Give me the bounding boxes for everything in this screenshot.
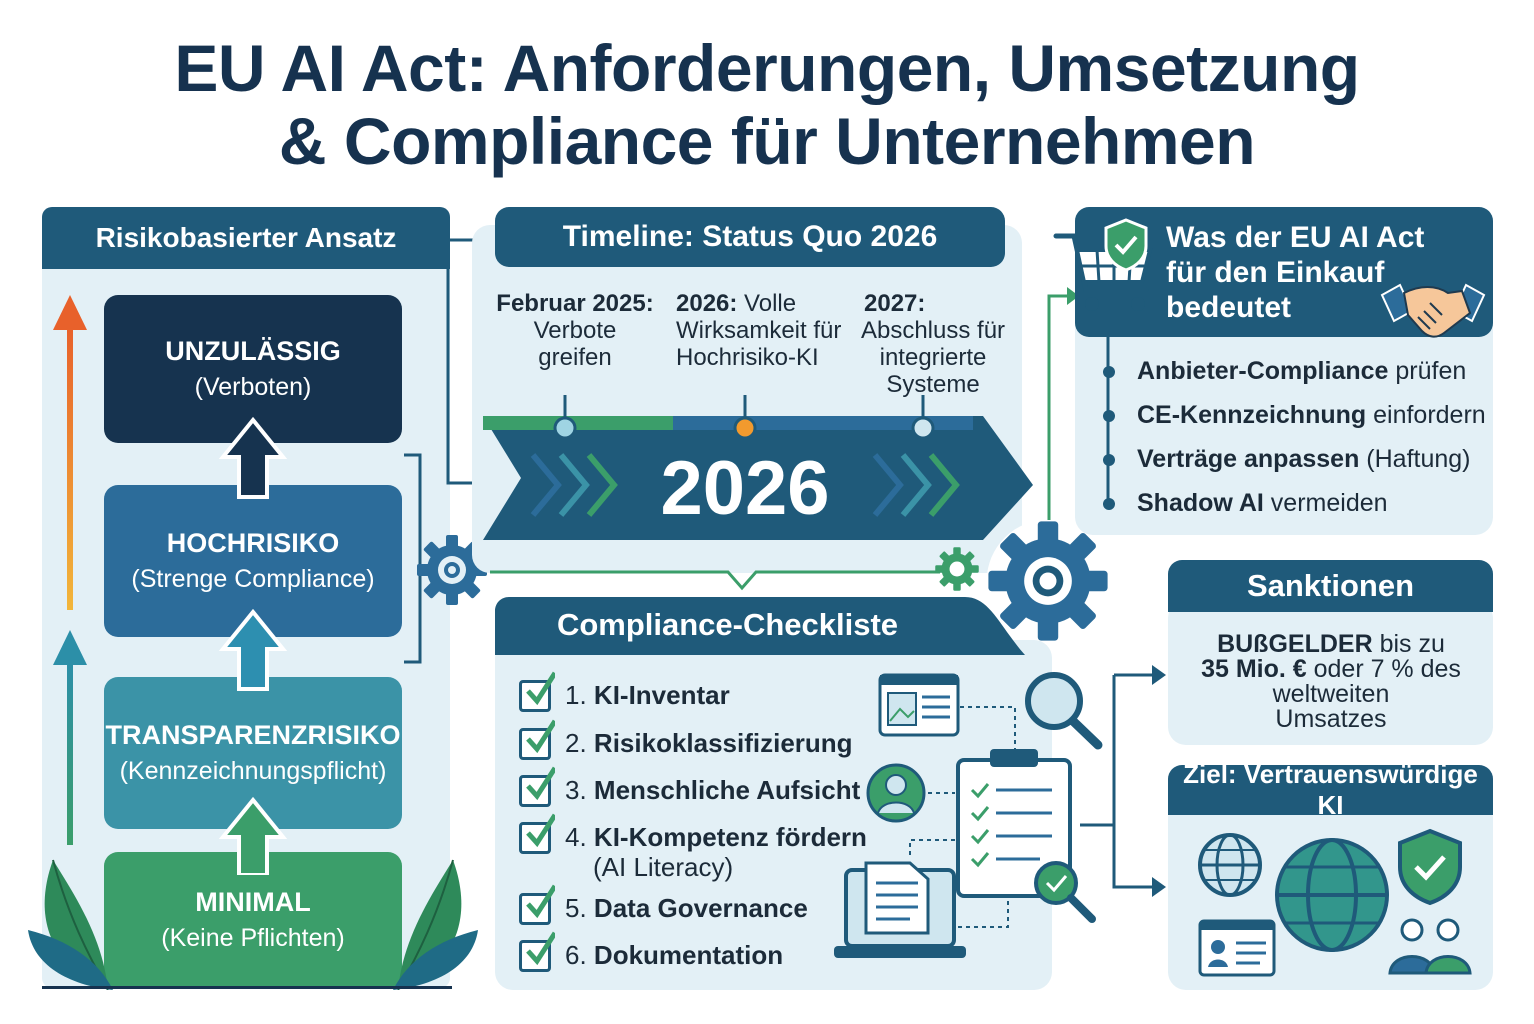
purchase-header-line: bedeutet (1166, 291, 1292, 324)
risk-level-name: UNZULÄSSIG (165, 336, 341, 366)
checklist-title: Compliance-Checkliste (556, 607, 899, 642)
user-icon (868, 765, 924, 821)
checklist-num: 6. (565, 940, 587, 970)
purchase-header-line: Was der EU AI Act (1166, 221, 1425, 254)
checklist-label: Menschliche Aufsicht (593, 775, 861, 805)
checklist-num: 4. (565, 822, 587, 852)
checklist-num: 3. (565, 775, 587, 805)
checklist-label: KI-Inventar (593, 680, 730, 710)
checklist-item (565, 728, 853, 758)
checklist-label: Risikoklassifizierung (593, 728, 853, 758)
checklist-label: Dokumentation (593, 940, 784, 970)
handshake-icon (1380, 275, 1486, 345)
timeline-milestone-2025 (495, 290, 655, 371)
arrow-up-icon (53, 630, 87, 665)
purchase-item-bold: Anbieter-Compliance (1137, 357, 1389, 385)
purchase-item (1137, 445, 1471, 474)
purchase-item (1137, 357, 1466, 386)
purchase-item-bold: Shadow AI (1137, 489, 1264, 517)
laptop-icon (834, 863, 966, 958)
checklist-illustration (830, 665, 1110, 975)
goal-header: Ziel: Vertrauenswürdige KI (1168, 765, 1493, 815)
risk-level-sub: (Kennzeichnungspflicht) (119, 757, 387, 785)
check-icon (525, 669, 555, 709)
arrow-up-icon (223, 612, 283, 689)
connector-lines-sanctions (1080, 655, 1170, 905)
check-icon (525, 764, 555, 804)
gear-icon (934, 546, 980, 592)
timeline-header: Timeline: Status Quo 2026 (495, 207, 1005, 267)
arrow-up-icon (223, 800, 283, 875)
bullet-dot (1103, 410, 1115, 422)
purchase-item (1137, 489, 1388, 518)
page-title-line1: EU AI Act: Anforderungen, Umsetzung (174, 31, 1360, 105)
milestone-text: greifen (538, 344, 612, 371)
risk-level-sub: (Strenge Compliance) (131, 565, 375, 593)
milestone-date: 2026: (676, 290, 738, 317)
check-icon (525, 882, 555, 922)
image-card-icon (880, 675, 958, 735)
bullet-dot (1103, 454, 1115, 466)
risk-level-name: TRANSPARENZRISIKO (105, 720, 401, 750)
leaf-icon (28, 855, 118, 990)
checkbox (519, 893, 551, 925)
risk-level-name: MINIMAL (195, 887, 311, 917)
sanctions-line: Umsatzes (1275, 705, 1387, 733)
checklist-num: 1. (565, 680, 587, 710)
page-title-line2: & Compliance für Unternehmen (278, 104, 1256, 178)
milestone-text: integrierte (879, 344, 987, 371)
checklist-item (565, 940, 783, 970)
sanctions-rest: oder 7 % des (1306, 655, 1461, 683)
checkbox (519, 822, 551, 854)
risk-header: Risikobasierter Ansatz (42, 207, 450, 269)
sanctions-line: weltweiten (1272, 680, 1390, 708)
purchase-header-line: für den Einkauf (1166, 256, 1385, 289)
milestone-date: 2027: (864, 290, 926, 317)
bullet-dot (1103, 366, 1115, 378)
purchase-item-rest: vermeiden (1263, 489, 1388, 517)
checklist-num: 2. (565, 728, 587, 758)
milestone-text: Hochrisiko-KI (676, 344, 819, 371)
risk-baseline (42, 986, 452, 989)
risk-level-name: HOCHRISIKO (166, 528, 340, 558)
shield-check-icon (1400, 831, 1460, 903)
checkbox (519, 680, 551, 712)
people-icon (1390, 920, 1470, 973)
id-card-icon (1200, 921, 1274, 975)
milestone-text: Systeme (886, 371, 980, 398)
timeline-milestone-2026 (668, 290, 848, 371)
milestone-text: Abschluss für (860, 317, 1006, 344)
checklist-item (565, 680, 730, 710)
checklist-label: Data Governance (593, 893, 808, 923)
purchase-item-bold: CE-Kennzeichnung (1137, 401, 1367, 429)
checkbox (519, 940, 551, 972)
globe-icon (1200, 835, 1260, 895)
sanctions-rest: bis zu (1372, 630, 1445, 658)
milestone-text: Verbote (533, 317, 617, 344)
milestone-text: Volle (737, 290, 797, 317)
shield-check-icon (1103, 218, 1149, 272)
purchase-item-rest: (Haftung) (1359, 445, 1471, 473)
checklist-item (565, 893, 808, 923)
check-icon (525, 929, 555, 969)
arrow-up-icon (223, 420, 283, 497)
risk-level-sub: (Keine Pflichten) (161, 924, 345, 952)
check-icon (525, 717, 555, 757)
sanctions-text (1170, 632, 1492, 732)
checklist-num: 5. (565, 893, 587, 923)
risk-arrows (40, 290, 110, 850)
arrow-up-icon (53, 295, 87, 330)
sanctions-header: Sanktionen (1168, 560, 1493, 612)
milestone-text: Wirksamkeit für (676, 317, 842, 344)
checklist-item (565, 775, 860, 805)
checklist-label: KI-Kompetenz fördern (593, 822, 867, 852)
goal-illustration (1190, 825, 1480, 980)
sanctions-bold: 35 Mio. € (1201, 655, 1307, 683)
check-icon (525, 811, 555, 851)
purchase-item-bold: Verträge anpassen (1137, 445, 1360, 473)
purchase-item-rest: einfordern (1366, 401, 1486, 429)
purchase-item-rest: prüfen (1388, 357, 1467, 385)
checklist-item (565, 822, 867, 882)
globe-icon (1277, 840, 1387, 950)
risk-step-arrows (215, 415, 295, 875)
checklist-sub: (AI Literacy) (593, 852, 734, 882)
bullet-dot (1103, 498, 1115, 510)
checkbox (519, 775, 551, 807)
risk-level-sub: (Verboten) (194, 373, 312, 401)
purchase-item (1137, 401, 1486, 430)
timeline-year: 2026 (660, 446, 830, 531)
checkbox (519, 728, 551, 760)
sanctions-bold: BUßGELDER (1217, 630, 1373, 658)
milestone-date: Februar 2025: (496, 290, 654, 317)
leaf-icon (388, 855, 478, 990)
